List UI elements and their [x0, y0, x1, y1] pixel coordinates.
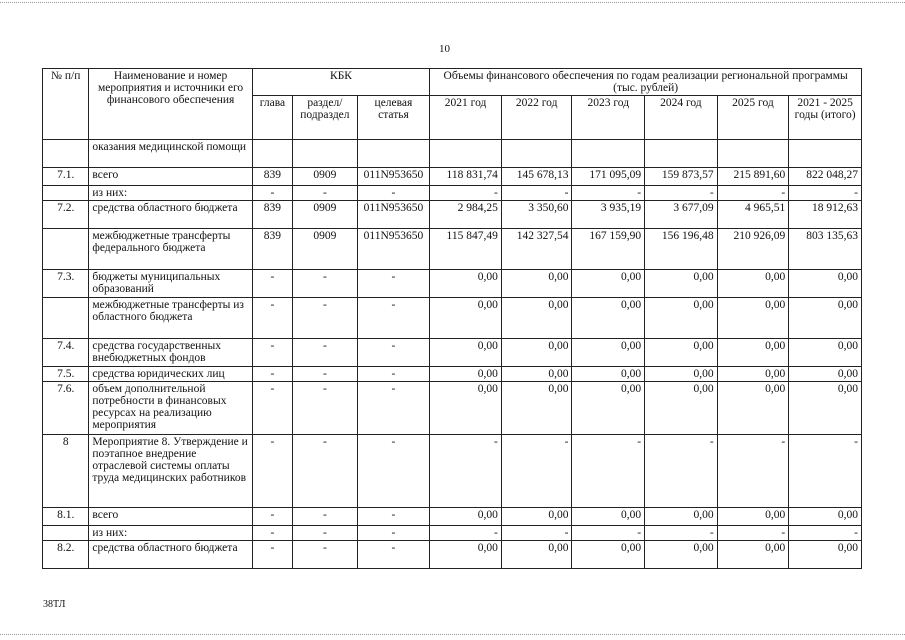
- cell-v2025: 4 965,51: [717, 201, 789, 229]
- cell-glava: -: [252, 526, 292, 541]
- cell-v2023: -: [572, 526, 645, 541]
- cell-v2023: 0,00: [572, 382, 645, 435]
- cell-v2023: 167 159,90: [572, 229, 645, 270]
- cell-v2023: 0,00: [572, 270, 645, 298]
- header-name: Наименование и номер мероприятия и источники его финансового обеспечения: [89, 69, 252, 140]
- cell-celevaya: [357, 140, 430, 168]
- header-glava: глава: [252, 96, 292, 140]
- cell-v2024: 0,00: [645, 382, 718, 435]
- table-row: [43, 140, 862, 168]
- cell-v2025: -: [717, 435, 789, 508]
- header-kbk: КБК: [252, 69, 430, 96]
- table-row: [43, 339, 862, 367]
- cell-v2022: 0,00: [501, 367, 572, 382]
- cell-total: -: [789, 526, 862, 541]
- cell-name: Мероприятие 8. Утверждение и поэтапное внедрение отраслевой системы оплаты труда медицинских работников: [89, 435, 252, 508]
- cell-v2023: 171 095,09: [572, 168, 645, 186]
- cell-v2025: -: [717, 526, 789, 541]
- cell-v2024: 156 196,48: [645, 229, 718, 270]
- cell-num: 8: [43, 435, 89, 508]
- cell-v2024: 0,00: [645, 541, 718, 569]
- header-2022: 2022 год: [501, 96, 572, 140]
- cell-celevaya: -: [357, 339, 430, 367]
- cell-glava: 839: [252, 229, 292, 270]
- cell-v2022: 0,00: [501, 298, 572, 339]
- cell-v2022: 0,00: [501, 541, 572, 569]
- cell-v2022: 0,00: [501, 382, 572, 435]
- cell-celevaya: -: [357, 382, 430, 435]
- cell-celevaya: -: [357, 270, 430, 298]
- cell-v2021: 0,00: [430, 367, 502, 382]
- cell-v2021: 0,00: [430, 270, 502, 298]
- cell-glava: -: [252, 186, 292, 201]
- cell-total: 0,00: [789, 508, 862, 526]
- cell-name: бюджеты муниципальных образований: [89, 270, 252, 298]
- scan-border-top: [0, 2, 905, 3]
- cell-v2024: -: [645, 186, 718, 201]
- cell-glava: -: [252, 508, 292, 526]
- table-row: [43, 435, 862, 508]
- table-row: [43, 270, 862, 298]
- table-row: [43, 508, 862, 526]
- cell-celevaya: -: [357, 541, 430, 569]
- cell-v2024: 0,00: [645, 339, 718, 367]
- cell-num: 8.2.: [43, 541, 89, 569]
- cell-glava: -: [252, 270, 292, 298]
- cell-v2021: 118 831,74: [430, 168, 502, 186]
- cell-v2025: 0,00: [717, 508, 789, 526]
- cell-num: 8.1.: [43, 508, 89, 526]
- cell-total: 0,00: [789, 270, 862, 298]
- cell-razdel: -: [293, 367, 358, 382]
- cell-v2025: 210 926,09: [717, 229, 789, 270]
- cell-num: 7.6.: [43, 382, 89, 435]
- cell-v2025: 0,00: [717, 339, 789, 367]
- cell-total: [789, 140, 862, 168]
- cell-razdel: -: [293, 526, 358, 541]
- cell-v2024: -: [645, 435, 718, 508]
- cell-num: 7.3.: [43, 270, 89, 298]
- cell-num: [43, 140, 89, 168]
- cell-v2024: [645, 140, 718, 168]
- cell-razdel: 0909: [293, 168, 358, 186]
- cell-total: 0,00: [789, 339, 862, 367]
- cell-glava: -: [252, 541, 292, 569]
- cell-glava: -: [252, 367, 292, 382]
- cell-v2022: 0,00: [501, 508, 572, 526]
- cell-name: из них:: [89, 526, 252, 541]
- cell-v2025: 215 891,60: [717, 168, 789, 186]
- cell-v2025: -: [717, 186, 789, 201]
- cell-num: [43, 229, 89, 270]
- cell-v2021: -: [430, 526, 502, 541]
- cell-razdel: [293, 140, 358, 168]
- cell-name: средства государственных внебюджетных фондов: [89, 339, 252, 367]
- cell-v2023: 0,00: [572, 367, 645, 382]
- cell-v2022: 0,00: [501, 339, 572, 367]
- cell-v2022: -: [501, 526, 572, 541]
- cell-v2021: 115 847,49: [430, 229, 502, 270]
- cell-name: оказания медицинской помощи: [89, 140, 252, 168]
- cell-v2023: 0,00: [572, 339, 645, 367]
- table-row: [43, 367, 862, 382]
- footer-code: 38ТЛ: [43, 599, 66, 610]
- cell-v2021: 2 984,25: [430, 201, 502, 229]
- table-row: [43, 168, 862, 186]
- cell-v2021: 0,00: [430, 382, 502, 435]
- cell-v2022: -: [501, 186, 572, 201]
- header-2021: 2021 год: [430, 96, 502, 140]
- header-2024: 2024 год: [645, 96, 718, 140]
- table-row: [43, 382, 862, 435]
- cell-v2024: -: [645, 526, 718, 541]
- header-celevaya: целевая статья: [357, 96, 430, 140]
- cell-num: 7.1.: [43, 168, 89, 186]
- cell-v2023: 0,00: [572, 298, 645, 339]
- table-row: [43, 541, 862, 569]
- cell-num: 7.5.: [43, 367, 89, 382]
- cell-num: [43, 298, 89, 339]
- cell-name: объем дополнительной потребности в финансовых ресурсах на реализацию мероприятия: [89, 382, 252, 435]
- cell-celevaya: -: [357, 367, 430, 382]
- cell-num: 7.2.: [43, 201, 89, 229]
- cell-v2023: -: [572, 186, 645, 201]
- cell-glava: 839: [252, 201, 292, 229]
- header-2025: 2025 год: [717, 96, 789, 140]
- cell-v2025: [717, 140, 789, 168]
- cell-razdel: -: [293, 435, 358, 508]
- cell-total: 0,00: [789, 382, 862, 435]
- cell-v2023: 0,00: [572, 508, 645, 526]
- cell-total: 803 135,63: [789, 229, 862, 270]
- cell-v2021: 0,00: [430, 298, 502, 339]
- cell-v2022: 0,00: [501, 270, 572, 298]
- table-row: [43, 298, 862, 339]
- cell-v2021: 0,00: [430, 541, 502, 569]
- scan-border-bottom: [0, 634, 905, 635]
- cell-total: 0,00: [789, 367, 862, 382]
- cell-razdel: 0909: [293, 229, 358, 270]
- cell-celevaya: -: [357, 186, 430, 201]
- header-volumes: Объемы финансового обеспечения по годам реализации региональной программы (тыс. рублей): [430, 69, 862, 96]
- cell-v2023: [572, 140, 645, 168]
- cell-celevaya: 011N953650: [357, 229, 430, 270]
- cell-v2025: 0,00: [717, 382, 789, 435]
- table-row: [43, 229, 862, 270]
- cell-v2025: 0,00: [717, 270, 789, 298]
- header-2023: 2023 год: [572, 96, 645, 140]
- cell-v2024: 159 873,57: [645, 168, 718, 186]
- header-total: 2021 - 2025 годы (итого): [789, 96, 862, 140]
- cell-name: средства областного бюджета: [89, 201, 252, 229]
- cell-glava: -: [252, 435, 292, 508]
- cell-name: межбюджетные трансферты из областного бюджета: [89, 298, 252, 339]
- cell-celevaya: 011N953650: [357, 201, 430, 229]
- cell-v2025: 0,00: [717, 541, 789, 569]
- cell-name: межбюджетные трансферты федерального бюджета: [89, 229, 252, 270]
- cell-v2023: -: [572, 435, 645, 508]
- cell-glava: -: [252, 339, 292, 367]
- cell-total: 0,00: [789, 298, 862, 339]
- cell-celevaya: 011N953650: [357, 168, 430, 186]
- cell-razdel: -: [293, 382, 358, 435]
- cell-v2024: 0,00: [645, 508, 718, 526]
- cell-celevaya: -: [357, 508, 430, 526]
- cell-v2025: 0,00: [717, 367, 789, 382]
- cell-celevaya: -: [357, 298, 430, 339]
- cell-razdel: 0909: [293, 201, 358, 229]
- table-row: [43, 526, 862, 541]
- cell-v2024: 0,00: [645, 298, 718, 339]
- cell-num: [43, 526, 89, 541]
- cell-razdel: -: [293, 508, 358, 526]
- cell-v2023: 3 935,19: [572, 201, 645, 229]
- cell-v2021: -: [430, 435, 502, 508]
- header-num: № п/п: [43, 69, 89, 140]
- cell-total: 822 048,27: [789, 168, 862, 186]
- cell-total: -: [789, 435, 862, 508]
- cell-total: -: [789, 186, 862, 201]
- cell-v2022: 145 678,13: [501, 168, 572, 186]
- cell-v2025: 0,00: [717, 298, 789, 339]
- cell-glava: 839: [252, 168, 292, 186]
- page-number: 10: [439, 43, 450, 55]
- cell-name: всего: [89, 168, 252, 186]
- cell-num: [43, 186, 89, 201]
- cell-v2024: 0,00: [645, 270, 718, 298]
- cell-v2021: 0,00: [430, 508, 502, 526]
- cell-razdel: -: [293, 339, 358, 367]
- cell-celevaya: -: [357, 435, 430, 508]
- cell-name: средства областного бюджета: [89, 541, 252, 569]
- cell-v2022: 3 350,60: [501, 201, 572, 229]
- header-razdel: раздел/ подраздел: [293, 96, 358, 140]
- cell-razdel: -: [293, 186, 358, 201]
- cell-v2021: 0,00: [430, 339, 502, 367]
- cell-v2021: [430, 140, 502, 168]
- cell-v2024: 3 677,09: [645, 201, 718, 229]
- cell-name: всего: [89, 508, 252, 526]
- cell-razdel: -: [293, 298, 358, 339]
- cell-v2023: 0,00: [572, 541, 645, 569]
- cell-glava: [252, 140, 292, 168]
- cell-v2024: 0,00: [645, 367, 718, 382]
- cell-razdel: -: [293, 270, 358, 298]
- financing-table: [42, 68, 862, 569]
- cell-v2022: [501, 140, 572, 168]
- cell-total: 0,00: [789, 541, 862, 569]
- table-row: [43, 201, 862, 229]
- cell-total: 18 912,63: [789, 201, 862, 229]
- cell-glava: -: [252, 382, 292, 435]
- cell-name: средства юридических лиц: [89, 367, 252, 382]
- cell-name: из них:: [89, 186, 252, 201]
- cell-celevaya: -: [357, 526, 430, 541]
- cell-num: 7.4.: [43, 339, 89, 367]
- cell-v2022: -: [501, 435, 572, 508]
- table-row: [43, 186, 862, 201]
- cell-razdel: -: [293, 541, 358, 569]
- cell-v2022: 142 327,54: [501, 229, 572, 270]
- cell-glava: -: [252, 298, 292, 339]
- cell-v2021: -: [430, 186, 502, 201]
